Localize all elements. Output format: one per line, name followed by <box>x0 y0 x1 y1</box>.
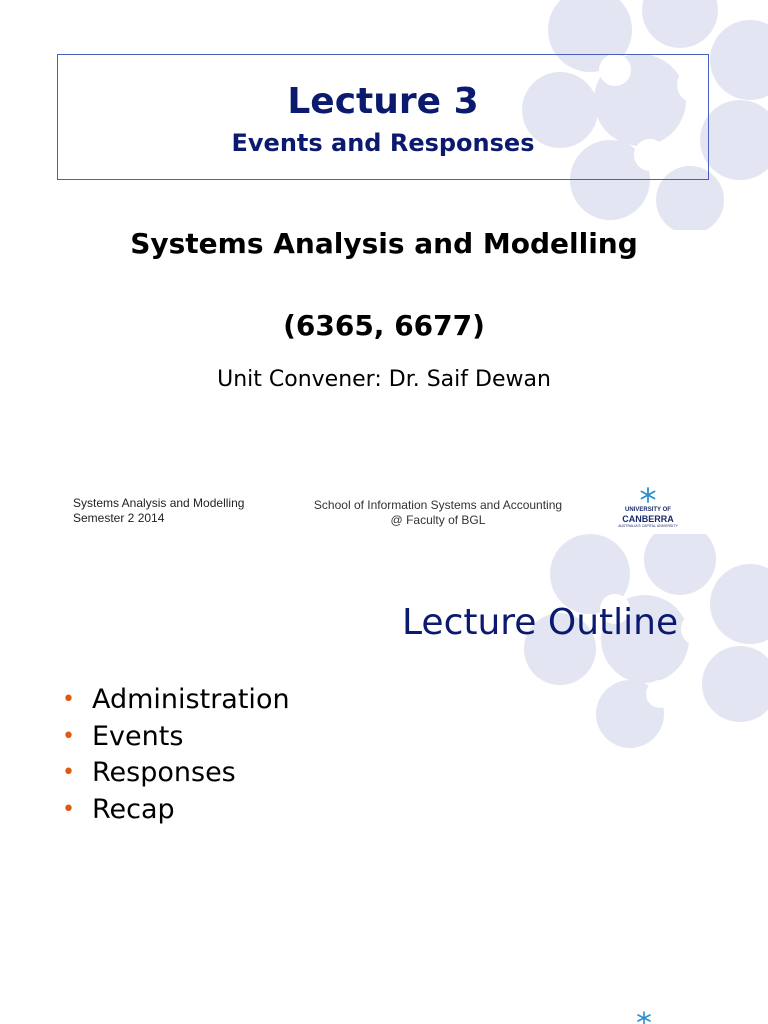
list-item <box>62 682 290 719</box>
logo-line-3: AUSTRALIA'S CAPITAL UNIVERSITY <box>618 524 678 528</box>
outline-list <box>62 682 290 828</box>
unit-convener: Unit Convener: Dr. Saif Dewan <box>217 367 551 392</box>
footer-faculty: @ Faculty of BGL <box>390 513 486 527</box>
title-box <box>57 54 709 180</box>
list-item-label: Events <box>92 720 184 752</box>
list-item <box>62 755 290 792</box>
list-item-label: Responses <box>92 757 236 788</box>
footer-semester: Semester 2 2014 <box>73 511 165 525</box>
university-logo <box>612 487 684 529</box>
bullet-icon: • <box>62 687 75 712</box>
course-title: Systems Analysis and Modelling <box>130 227 638 260</box>
snowflake-logo-icon <box>634 1010 654 1024</box>
footer-course-name: Systems Analysis and Modelling <box>73 496 245 510</box>
outline-slide <box>0 534 768 1024</box>
footer-school: School of Information Systems and Accounting <box>313 498 563 512</box>
logo-line-1: UNIVERSITY OF <box>625 507 671 513</box>
list-item-label: Recap <box>92 793 175 825</box>
bullet-icon: • <box>62 796 75 822</box>
list-item <box>62 719 290 756</box>
gear-watermark-icon <box>520 534 768 754</box>
footer-course-info <box>73 496 244 526</box>
lecture-subtitle: Events and Responses <box>231 129 535 157</box>
list-item <box>62 792 290 829</box>
footer-school-info <box>288 498 588 528</box>
snowflake-logo-icon <box>639 487 657 503</box>
bullet-icon: • <box>62 760 75 785</box>
course-codes: (6365, 6677) <box>283 309 485 342</box>
bullet-icon: • <box>62 723 75 749</box>
list-item-label: Administration <box>92 684 290 715</box>
lecture-title: Lecture 3 <box>287 81 479 122</box>
logo-line-2: CANBERRA <box>622 514 674 524</box>
outline-title: Lecture Outline <box>402 602 679 643</box>
